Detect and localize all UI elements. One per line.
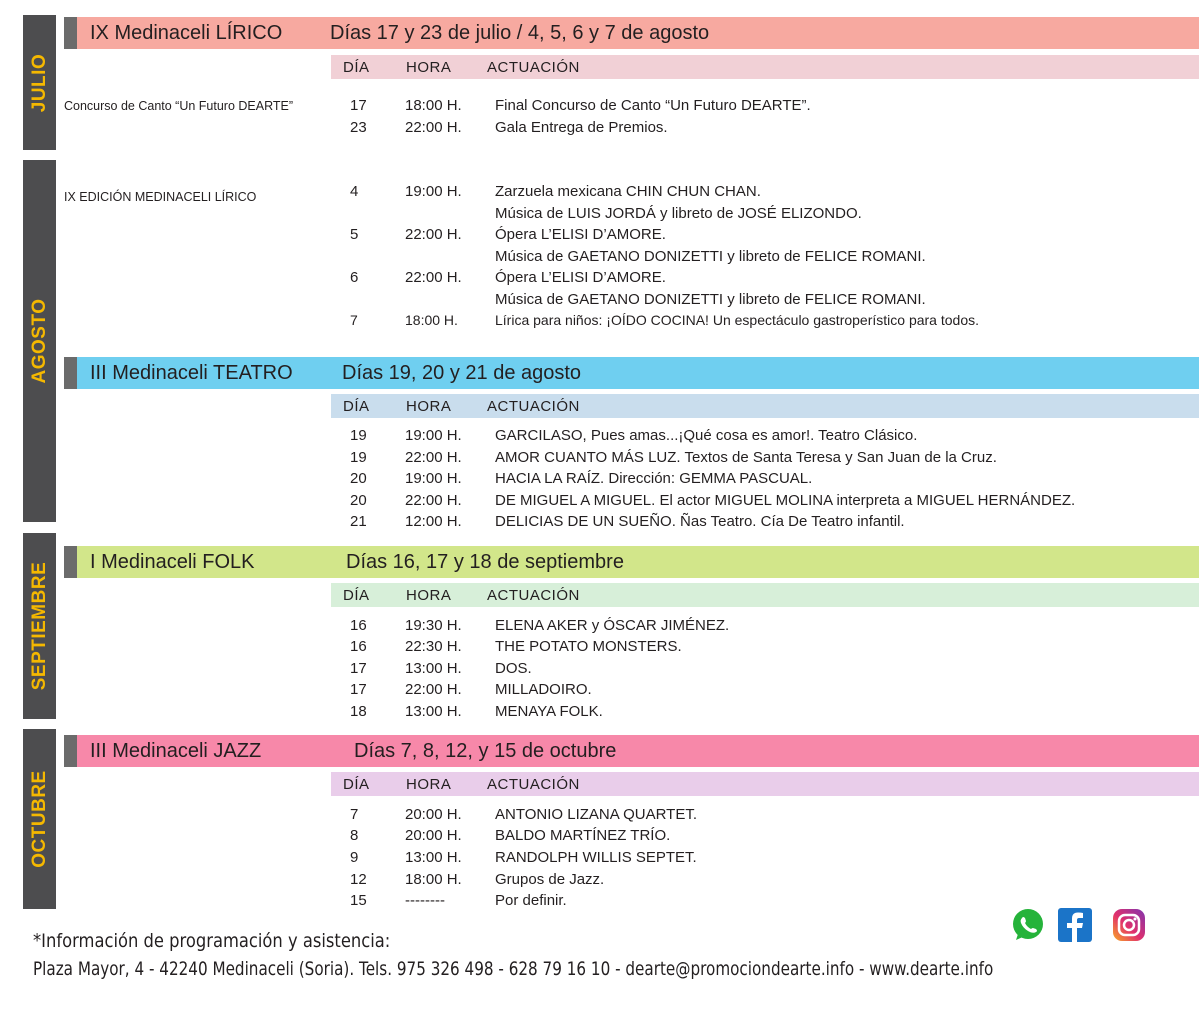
column-dia: DÍA: [343, 59, 370, 76]
festival-title: IX Medinaceli LÍRICO: [90, 22, 283, 44]
column-header-teatro: [331, 394, 1199, 418]
column-hora: HORA: [406, 398, 452, 415]
festival-title: III Medinaceli TEATRO: [90, 362, 293, 384]
festival-header-folk: [64, 546, 1199, 578]
festival-title: III Medinaceli JAZZ: [90, 740, 262, 762]
column-actuacion: ACTUACIÓN: [487, 398, 580, 415]
festival-dates: Días 7, 8, 12, y 15 de octubre: [354, 740, 617, 762]
column-actuacion: ACTUACIÓN: [487, 587, 580, 604]
whatsapp-icon[interactable]: [1010, 907, 1046, 943]
header-tab: [64, 17, 77, 49]
month-label: OCTUBRE: [28, 770, 50, 868]
facebook-icon[interactable]: [1057, 907, 1093, 943]
column-dia: DÍA: [343, 587, 370, 604]
column-header-jazz: [331, 772, 1199, 796]
group-label: IX EDICIÓN MEDINACELI LÍRICO: [64, 190, 257, 204]
header-tab: [64, 546, 77, 578]
header-tab: [64, 735, 77, 767]
festival-header-lirico: [64, 17, 1199, 49]
column-hora: HORA: [406, 776, 452, 793]
month-label: SEPTIEMBRE: [28, 561, 50, 691]
column-header-lirico: [331, 55, 1199, 79]
column-header-folk: [331, 583, 1199, 607]
month-label: JULIO: [28, 53, 50, 112]
column-dia: DÍA: [343, 398, 370, 415]
footer-info-title: *Información de programación y asistencia:: [33, 930, 391, 952]
column-hora: HORA: [406, 59, 452, 76]
month-bar-agosto: [23, 160, 56, 522]
header-tab: [64, 357, 77, 389]
instagram-icon[interactable]: [1111, 907, 1147, 943]
festival-dates: Días 16, 17 y 18 de septiembre: [346, 551, 624, 573]
month-bar-julio: [23, 15, 56, 150]
festival-header-teatro: [64, 357, 1199, 389]
footer-contact-line: Plaza Mayor, 4 - 42240 Medinaceli (Soria). Tels. 975 326 498 - 628 79 16 10 - dearte@promociondearte.info - www.dearte.info: [33, 958, 994, 980]
festival-dates: Días 17 y 23 de julio / 4, 5, 6 y 7 de agosto: [330, 22, 710, 44]
festival-title: I Medinaceli FOLK: [90, 551, 255, 573]
column-dia: DÍA: [343, 776, 370, 793]
column-actuacion: ACTUACIÓN: [487, 59, 580, 76]
festival-header-jazz: [64, 735, 1199, 767]
column-actuacion: ACTUACIÓN: [487, 776, 580, 793]
column-hora: HORA: [406, 587, 452, 604]
month-bar-octubre: [23, 729, 56, 909]
month-label: AGOSTO: [28, 298, 50, 384]
festival-dates: Días 19, 20 y 21 de agosto: [342, 362, 582, 384]
group-label: Concurso de Canto “Un Futuro DEARTE”: [64, 99, 294, 113]
month-bar-septiembre: [23, 533, 56, 719]
